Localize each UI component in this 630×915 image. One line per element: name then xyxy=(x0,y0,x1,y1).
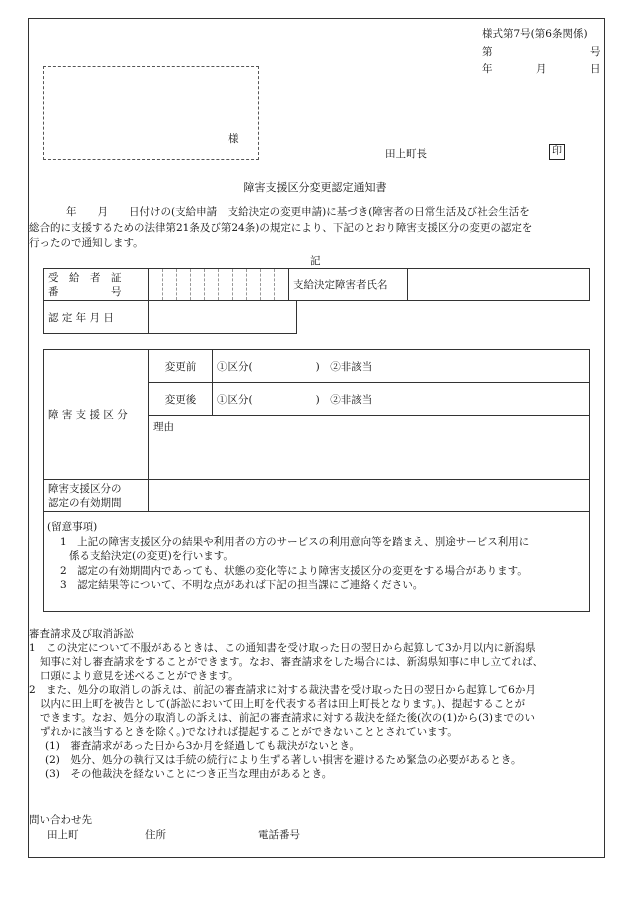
contact-heading: 問い合わせ先 xyxy=(29,814,92,826)
date-year: 年 xyxy=(482,63,493,75)
digit-cell[interactable] xyxy=(261,269,275,301)
digit-cell[interactable] xyxy=(219,269,233,301)
ki-label: 記 xyxy=(310,255,321,267)
note-item: 3 認定結果等について、不明な点があれば下記の担当課にご連絡ください。 xyxy=(60,579,424,591)
digit-cell[interactable] xyxy=(177,269,191,301)
digit-cell[interactable] xyxy=(233,269,247,301)
form-number: 様式第7号(第6条関係) xyxy=(482,28,588,40)
appeal-line: 口頭により意見を述べることができます。 xyxy=(40,670,239,682)
label-line: 障害支援区分の xyxy=(48,482,122,495)
appeal-line: できます。なお、処分の取消しの訴えは、前記の審査請求に対する裁決を経た後(次の(1)から(3)までのい xyxy=(40,712,536,724)
body-text xyxy=(29,205,601,252)
label-line: 受 給 者 証 xyxy=(48,271,122,284)
digit-cell[interactable] xyxy=(163,269,177,301)
appeal-sub-item: (2) 処分、処分の執行又は手続の続行により生ずる著しい損害を避けるため緊急の必要があるとき。 xyxy=(45,754,522,766)
reason-field[interactable] xyxy=(149,416,590,480)
body-line: 年 月 日付けの(支給申請 支給決定の変更申請)に基づき(障害者の日常生活及び社会生活を xyxy=(66,206,530,218)
document-title: 障害支援区分変更認定通知書 xyxy=(243,181,387,194)
body-line: 行ったので通知します。 xyxy=(29,237,144,249)
before-label: 変更前 xyxy=(149,350,213,383)
recipient-info-table xyxy=(43,268,590,301)
note-item: 2 認定の有効期間内であっても、状態の変化等により障害支援区分の変更をする場合があります。 xyxy=(60,564,528,577)
name-label: 支給決定障害者氏名 xyxy=(289,269,408,301)
notes-block xyxy=(43,520,589,593)
digit-cell[interactable] xyxy=(247,269,261,301)
contact-phone-label: 電話番号 xyxy=(258,829,300,841)
digit-cell[interactable] xyxy=(191,269,205,301)
issuer-name: 田上町長 xyxy=(385,148,427,160)
note-item: 1 上記の障害支援区分の結果や利用者の方のサービスの利用意向等を踏まえ、別途サービス利用に xyxy=(60,535,530,548)
notes-heading: (留意事項) xyxy=(47,521,98,533)
seal-mark: 印 xyxy=(549,144,565,160)
after-options[interactable]: ①区分( ) ②非該当 xyxy=(213,383,590,416)
date-day: 日 xyxy=(590,63,601,75)
label-line: 認定の有効期間 xyxy=(48,496,122,509)
cert-date-label: 認 定 年 月 日 xyxy=(44,301,149,334)
validity-period-label xyxy=(44,480,149,512)
contact-address-label: 住所 xyxy=(145,829,166,841)
appeal-heading: 審査請求及び取消訴訟 xyxy=(29,628,134,640)
appeal-line: 知事に対し審査請求をすることができます。なお、審査請求をした場合には、新潟県知事に申し立てれば、 xyxy=(40,656,544,668)
name-value[interactable] xyxy=(408,269,590,301)
validity-period-value[interactable] xyxy=(149,480,590,512)
note-item: 係る支給決定(の変更)を行います。 xyxy=(69,550,234,562)
contact-town: 田上町 xyxy=(47,829,79,841)
doc-number-suffix: 号 xyxy=(590,46,601,58)
doc-number-prefix: 第 xyxy=(482,46,493,58)
appeal-section xyxy=(29,627,601,781)
body-line: 総合的に支援するための法律第21条及び第24条)の規定により、下記のとおり障害支援区分の変更の認定を xyxy=(29,221,533,234)
recipient-number-label xyxy=(44,269,149,301)
appeal-line: ずれかに該当するときを除く。)でなければ提起することができないこととされています。 xyxy=(40,726,458,738)
digit-cell[interactable] xyxy=(149,269,163,301)
cert-date-value[interactable] xyxy=(149,301,297,334)
appeal-line: 2 また、処分の取消しの訴えは、前記の審査請求に対する裁決書を受け取った日の翌日から起算して6か月 xyxy=(29,684,536,696)
appeal-sub-item: (3) その他裁決を経ないことにつき正当な理由があるとき。 xyxy=(45,768,333,780)
appeal-line: 以内に田上町を被告として(訴訟において田上町を代表する者は田上町長となります。)、提起することが xyxy=(40,698,526,710)
label-line: 番 号 xyxy=(48,285,122,298)
digit-cell[interactable] xyxy=(275,269,289,301)
recipient-honorific: 様 xyxy=(228,133,239,145)
digit-cell[interactable] xyxy=(205,269,219,301)
recipient-address-box[interactable] xyxy=(43,66,259,160)
cert-date-table xyxy=(43,300,297,334)
category-label: 障 害 支 援 区 分 xyxy=(44,350,149,480)
after-label: 変更後 xyxy=(149,383,213,416)
appeal-line: 1 この決定について不服があるときは、この通知書を受け取った日の翌日から起算して3か月以内に新潟県 xyxy=(29,642,536,654)
before-options[interactable]: ①区分( ) ②非該当 xyxy=(213,350,590,383)
reason-label: 理由 xyxy=(153,421,174,433)
date-month: 月 xyxy=(536,63,547,75)
appeal-sub-item: (1) 審査請求があった日から3か月を経過しても裁決がないとき。 xyxy=(45,740,361,752)
